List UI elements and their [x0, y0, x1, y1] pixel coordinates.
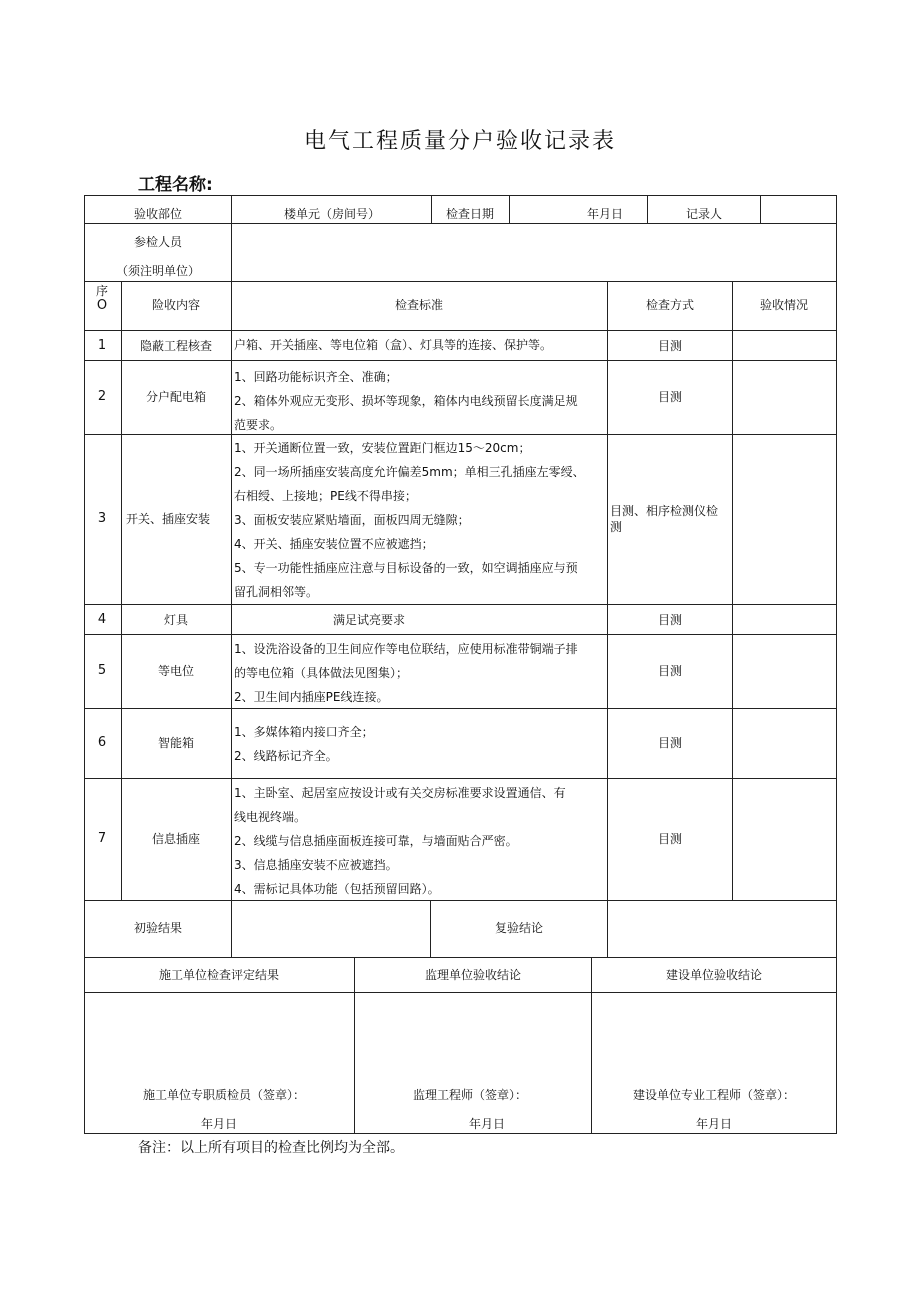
row-standard: 1、设洗浴设备的卫生间应作等电位联结，应使用标准带铜端子排 的等电位箱（具体做法见图集）； 2、卫生间内插座PE线连接。 — [234, 642, 578, 704]
method-header: 检查方式 — [645, 298, 695, 312]
row-number: 3 — [97, 511, 107, 526]
row-standard: 1、多媒体箱内接口齐全； 2、线路标记齐全。 — [234, 725, 374, 763]
owner-result-title: 建设单位验收结论 — [665, 968, 763, 982]
supervisor-result-title: 监理单位验收结论 — [424, 968, 522, 982]
check-date-label: 检查日期 — [445, 207, 495, 221]
footnote: 备注：以上所有项目的检查比例均为全部。 — [138, 1140, 404, 1156]
contractor-result-title: 施工单位检查评定结果 — [158, 968, 280, 982]
row-number: 4 — [97, 612, 107, 627]
recorder-label: 记录人 — [686, 207, 723, 221]
row-content: 信息插座 — [151, 832, 201, 846]
participants-label: 参检人员 — [133, 235, 183, 249]
row-method: 目测 — [657, 736, 683, 750]
row-standard: 户箱、开关插座、等电位箱（盒）、灯具等的连接、保护等。 — [234, 338, 553, 352]
row-method: 目测 — [657, 339, 683, 353]
contractor-date: 年月日 — [200, 1117, 238, 1131]
row-content: 等电位 — [157, 664, 195, 678]
row-method: 目测 — [657, 390, 683, 404]
acceptance-table — [84, 195, 837, 1134]
row-standard: 满足试亮要求 — [332, 613, 406, 627]
contractor-signature-label: 施工单位专职质检员（签章）： — [142, 1088, 306, 1102]
seq-header-bottom: O — [96, 298, 108, 313]
form-title: 电气工程质量分户验收记录表 — [303, 129, 616, 154]
row-method: 目测 — [657, 832, 683, 846]
row-standard: 1、开关通断位置一致，安装位置距门框边15～20cm； 2、同一场所插座安装高度允许偏差5mm；单相三孔插座左零绶、 右相绶、上接地；PE线不得串接； 3、面板安装应紧贴墙面，面板四周无缝隙； 4、开关、插座安装位置不应被遮挡； 5、专一功能性插座应注意与目标设备的一致，如空调插座应与预 留孔洞相邻等。 — [234, 441, 585, 599]
recheck-conclusion-label: 复验结论 — [494, 921, 544, 935]
row-content: 隐蔽工程核查 — [139, 339, 213, 353]
owner-signature-label: 建设单位专业工程师（签章）： — [632, 1088, 796, 1102]
row-number: 6 — [97, 735, 107, 750]
participants-note: （须注明单位） — [115, 264, 201, 278]
standard-header: 检查标准 — [394, 298, 444, 312]
row-content: 灯具 — [163, 613, 189, 627]
check-date-value: 年月日 — [587, 207, 624, 221]
owner-date: 年月日 — [695, 1117, 733, 1131]
row-number: 1 — [97, 338, 107, 353]
project-name-label: 工程名称: — [138, 175, 213, 195]
row-number: 7 — [97, 831, 107, 846]
row-number: 5 — [97, 663, 107, 678]
row-content: 智能箱 — [157, 736, 195, 750]
supervisor-signature-label: 监理工程师（签章）： — [412, 1088, 528, 1102]
supervisor-date: 年月日 — [468, 1117, 506, 1131]
row-standard: 1、回路功能标识齐全、准确； 2、箱体外观应无变形、损坏等现象，箱体内电线预留长度满足规 范要求。 — [234, 370, 578, 432]
row-content: 分户配电箱 — [145, 390, 207, 404]
row-method: 目测、相序检测仪检测 — [610, 504, 719, 534]
row-method: 目测 — [657, 613, 683, 627]
status-header: 验收情况 — [759, 298, 809, 312]
initial-result-label: 初验结果 — [133, 921, 183, 935]
row-content: 开关、插座安装 — [125, 512, 211, 526]
content-header: 险收内容 — [151, 298, 201, 312]
building-unit-label: 楼单元（房间号） — [283, 207, 381, 221]
row-method: 目测 — [657, 664, 683, 678]
seq-header-top: 序 — [95, 284, 109, 298]
acceptance-part-label: 验收部位 — [133, 207, 183, 221]
row-number: 2 — [97, 389, 107, 404]
row-standard: 1、主卧室、起居室应按设计或有关交房标准要求设置通信、有 线电视终端。 2、线缆与信息插座面板连接可靠，与墙面贴合严密。 3、信息插座安装不应被遮挡。 4、需标记具体功能（包括预留回路）。 — [234, 786, 566, 896]
